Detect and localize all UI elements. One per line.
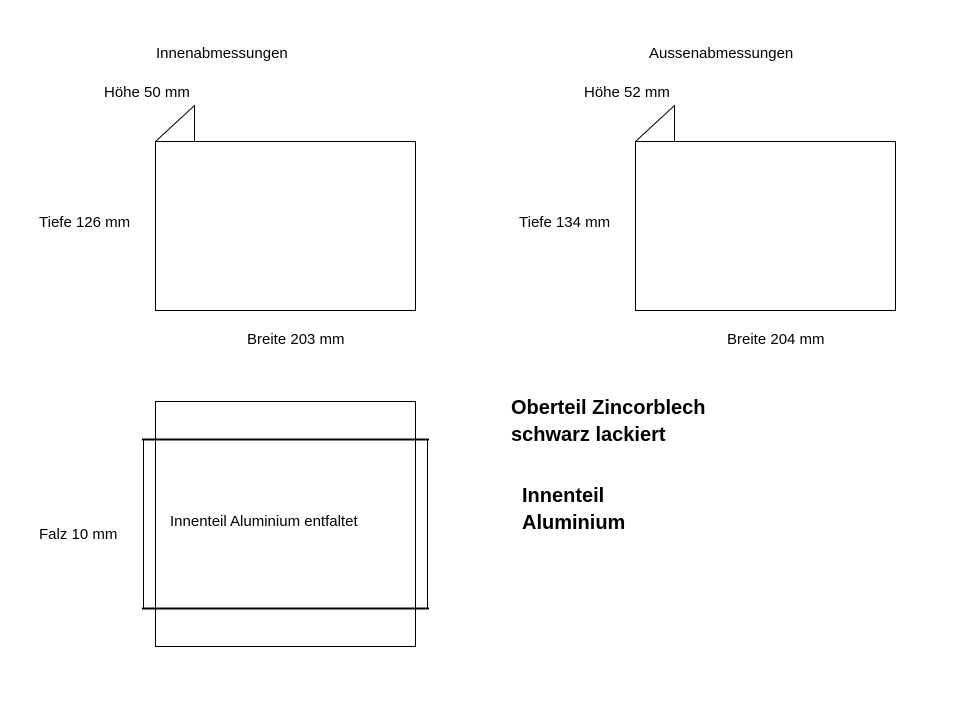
inner-part-note-line2: Aluminium	[522, 512, 626, 534]
outer-depth-label: Tiefe 134 mm	[519, 214, 611, 231]
outer-height-label: Höhe 52 mm	[584, 84, 670, 101]
outer-width-label: Breite 204 mm	[727, 331, 825, 348]
inner-height-leader	[156, 106, 195, 142]
inner-height-label: Höhe 50 mm	[104, 84, 190, 101]
fold-label: Falz 10 mm	[39, 526, 118, 543]
inner-dimensions-title: Innenabmessungen	[156, 45, 288, 62]
outer-dimensions-title: Aussenabmessungen	[649, 45, 794, 62]
inner-part-note-line1: Innenteil	[522, 485, 605, 507]
inner-depth-label: Tiefe 126 mm	[39, 214, 131, 231]
inner-box	[156, 142, 416, 311]
top-part-note-line2: schwarz lackiert	[511, 424, 666, 446]
outer-box	[636, 142, 896, 311]
outer-height-leader	[636, 106, 675, 142]
top-part-note-line1: Oberteil Zincorblech	[511, 397, 706, 419]
unfolded-center-label: Innenteil Aluminium entfaltet	[170, 513, 358, 530]
inner-width-label: Breite 203 mm	[247, 331, 345, 348]
